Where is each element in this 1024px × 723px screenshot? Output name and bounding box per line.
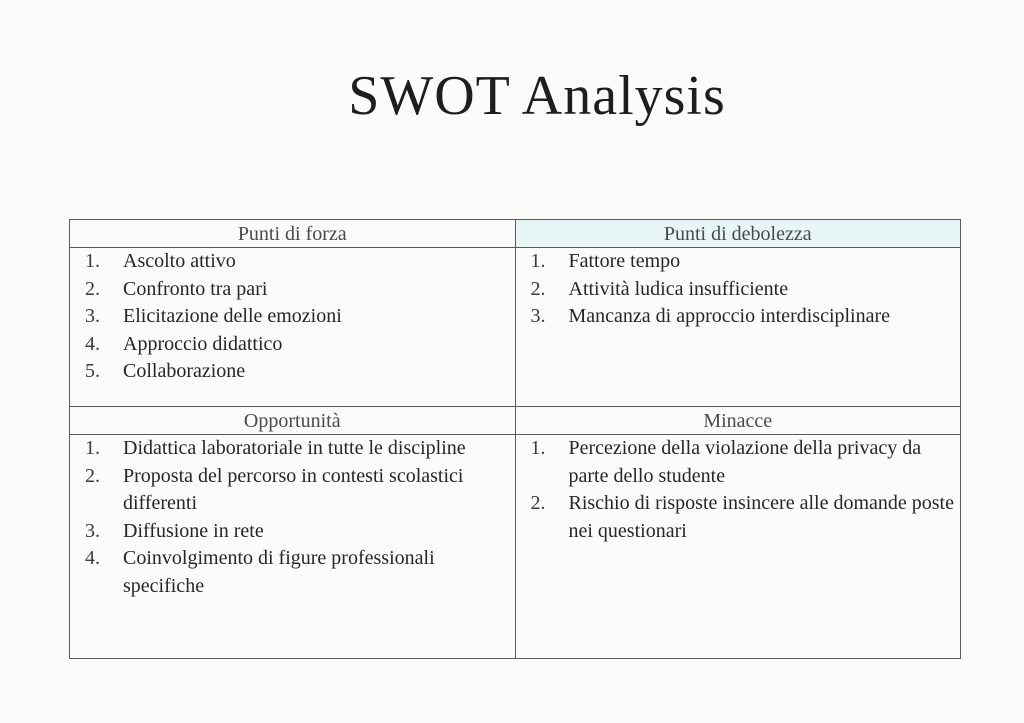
list-item-text: Percezione della violazione della privacy da parte dello studente — [568, 437, 922, 487]
list-item — [516, 490, 961, 545]
list-item — [70, 435, 515, 463]
strengths-list — [70, 248, 515, 386]
list-item — [516, 276, 961, 304]
list-item-number: 1. — [85, 250, 100, 273]
list-item — [70, 303, 515, 331]
list-item-text: Elicitazione delle emozioni — [123, 305, 342, 328]
list-item-text: Confronto tra pari — [123, 277, 268, 300]
list-item — [70, 331, 515, 359]
page-title: SWOT Analysis — [348, 65, 726, 127]
list-item-number: 4. — [85, 547, 100, 570]
list-item — [70, 545, 515, 600]
list-item-text: Mancanza di approccio interdisciplinare — [568, 305, 891, 328]
list-item — [70, 463, 515, 518]
threats-list — [516, 435, 961, 545]
list-item-text: Ascolto attivo — [123, 250, 236, 273]
weaknesses-list — [516, 248, 961, 331]
list-item-number: 5. — [85, 360, 100, 383]
list-item-text: Proposta del percorso in contesti scolastici differenti — [123, 464, 464, 515]
list-item — [70, 276, 515, 304]
list-item — [516, 248, 961, 276]
opportunities-list — [70, 435, 515, 600]
opportunities-cell — [70, 435, 516, 659]
list-item-text: Fattore tempo — [568, 250, 681, 273]
list-item — [70, 358, 515, 386]
list-item-number: 2. — [530, 277, 546, 300]
list-item-number: 3. — [85, 305, 100, 328]
list-item-text: Approccio didattico — [123, 332, 283, 355]
strengths-header: Punti di forza — [70, 220, 516, 248]
list-item — [70, 248, 515, 276]
top-header-row — [70, 220, 961, 248]
list-item-number: 3. — [530, 305, 546, 328]
list-item-text: Rischio di risposte insincere alle domande poste nei questionari — [568, 492, 954, 542]
bottom-header-row — [70, 407, 961, 435]
list-item-text: Diffusione in rete — [123, 519, 264, 542]
list-item-number: 1. — [85, 437, 100, 460]
weaknesses-header: Punti di debolezza — [515, 220, 961, 248]
list-item-number: 1. — [530, 250, 546, 273]
threats-header: Minacce — [515, 407, 961, 435]
list-item-number: 4. — [85, 332, 100, 355]
top-content-row — [70, 248, 961, 407]
list-item — [516, 303, 961, 331]
threats-cell — [515, 435, 961, 659]
opportunities-header: Opportunità — [70, 407, 516, 435]
list-item — [516, 435, 961, 490]
list-item-text: Attività ludica insufficiente — [568, 277, 789, 300]
list-item-number: 1. — [530, 437, 546, 460]
strengths-cell — [70, 248, 516, 407]
list-item-text: Coinvolgimento di figure professionali specifiche — [123, 547, 435, 597]
list-item — [70, 518, 515, 546]
list-item-number: 2. — [530, 492, 546, 515]
swot-table — [69, 219, 961, 659]
list-item-number: 2. — [85, 464, 100, 487]
list-item-number: 2. — [85, 277, 100, 300]
list-item-text: Collaborazione — [123, 360, 246, 383]
bottom-content-row — [70, 435, 961, 659]
weaknesses-cell — [515, 248, 961, 407]
list-item-text: Didattica laboratoriale in tutte le discipline — [123, 437, 466, 460]
list-item-number: 3. — [85, 519, 100, 542]
